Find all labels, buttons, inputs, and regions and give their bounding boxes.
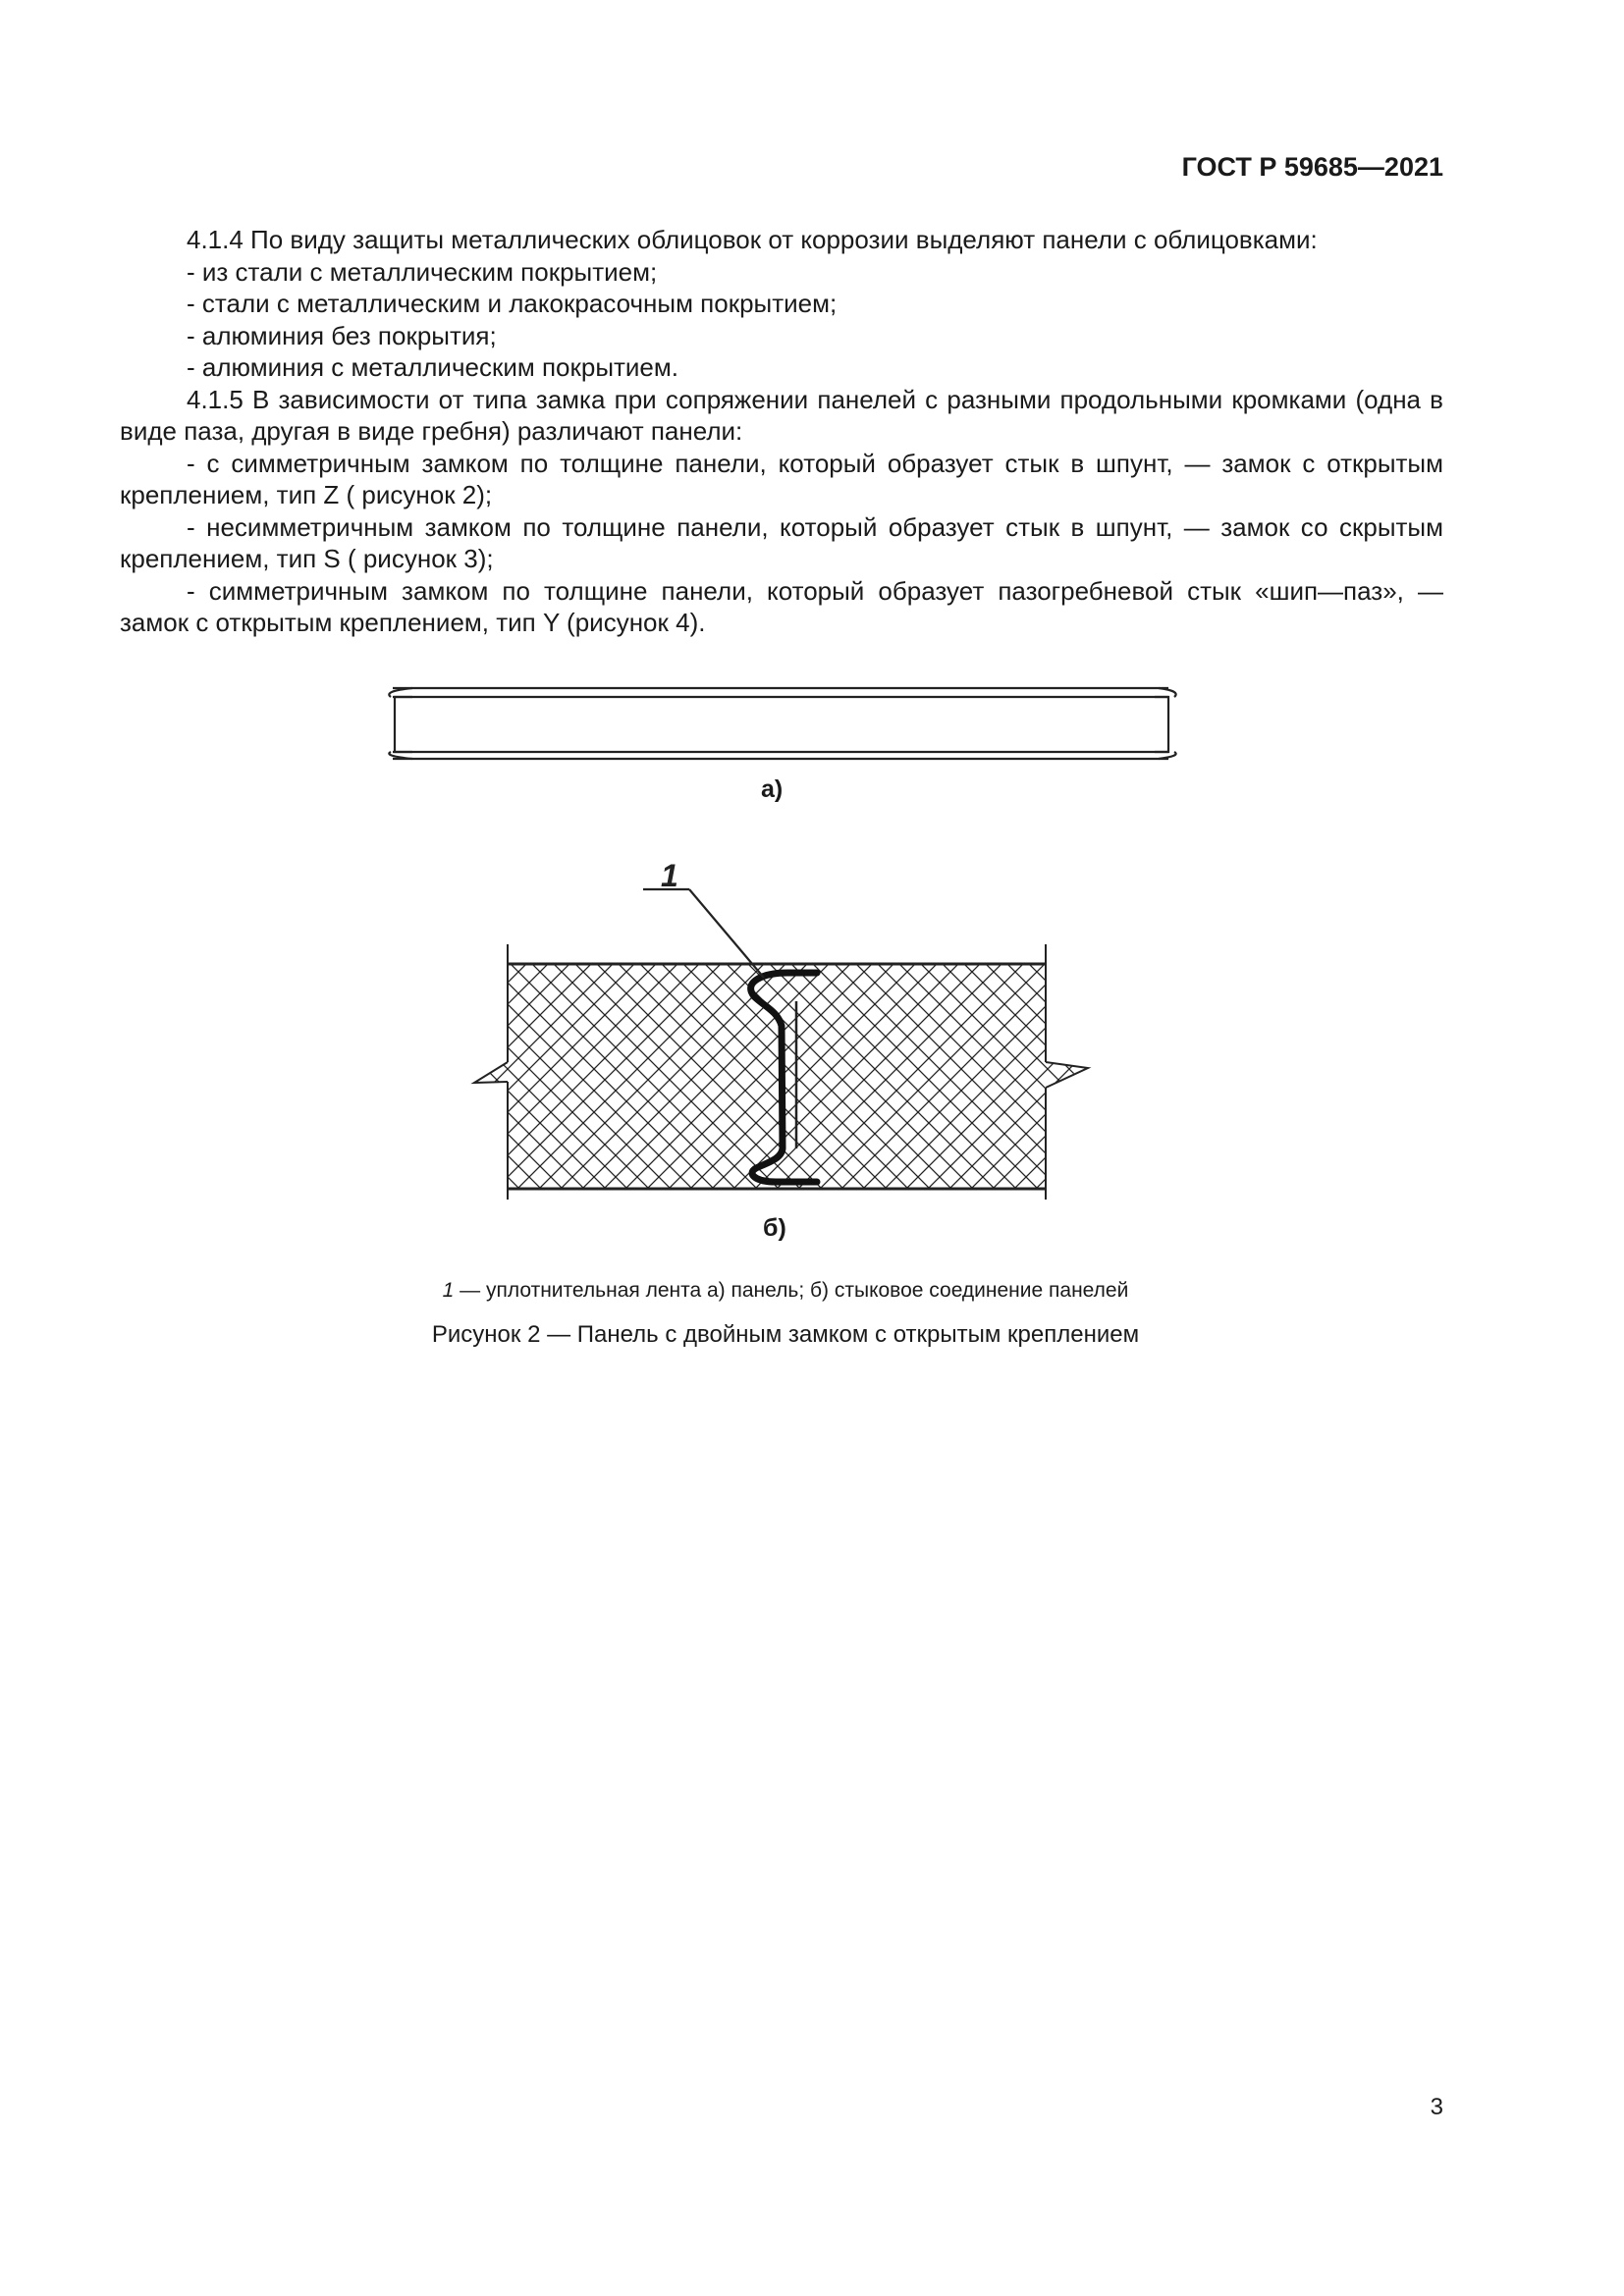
- list-item: - алюминия с металлическим покрытием.: [187, 352, 678, 382]
- joint-section-drawing: [474, 889, 1088, 1200]
- list-item: - стали с металлическим и лакокрасочным покрытием;: [187, 289, 838, 318]
- foam-core-left: [476, 965, 785, 1188]
- callout-number: 1: [661, 858, 678, 893]
- legend-text: — уплотнительная лента а) панель; б) стыковое соединение панелей: [454, 1279, 1129, 1302]
- list-item: - с симметричным замком по толщине панели, который образует стык в шпунт, — замок с открытым креплением, тип Z ( рисунок 2);: [120, 448, 1443, 509]
- list-item: - несимметричным замком по толщине панели, который образует стык в шпунт, — замок со скрытым креплением, тип S ( рисунок 3);: [120, 511, 1443, 573]
- list-item: - алюминия без покрытия;: [187, 320, 497, 350]
- list-item: - симметричным замком по толщине панели, который образует пазогребневой стык «шип—паз», — замок с открытым креплением, тип Y (рисунок 4).: [120, 575, 1443, 637]
- figure-label-b: б): [763, 1214, 786, 1242]
- list-item: - из стали с металлическим покрытием;: [187, 256, 658, 287]
- figure-label-a: а): [761, 775, 784, 803]
- legend-number: 1: [442, 1279, 455, 1302]
- figure-caption: Рисунок 2 — Панель с двойным замком с открытым креплением: [431, 1321, 1140, 1348]
- paragraph-4-1-5: 4.1.5 В зависимости от типа замка при сопряжении панелей с разными продольными кромками (одна в виде паза, другая в виде гребня) различают панели:: [120, 384, 1443, 446]
- foam-core-right: [785, 965, 1085, 1188]
- paragraph-4-1-4: 4.1.4 По виду защиты металлических облицовок от коррозии выделяют панели с облицовками:: [187, 225, 1318, 254]
- document-code: ГОСТ Р 59685—2021: [1181, 152, 1443, 182]
- page-number: 3: [1430, 2094, 1443, 2120]
- figure-legend: [295, 1277, 1276, 1305]
- panel-profile-drawing: [389, 688, 1175, 759]
